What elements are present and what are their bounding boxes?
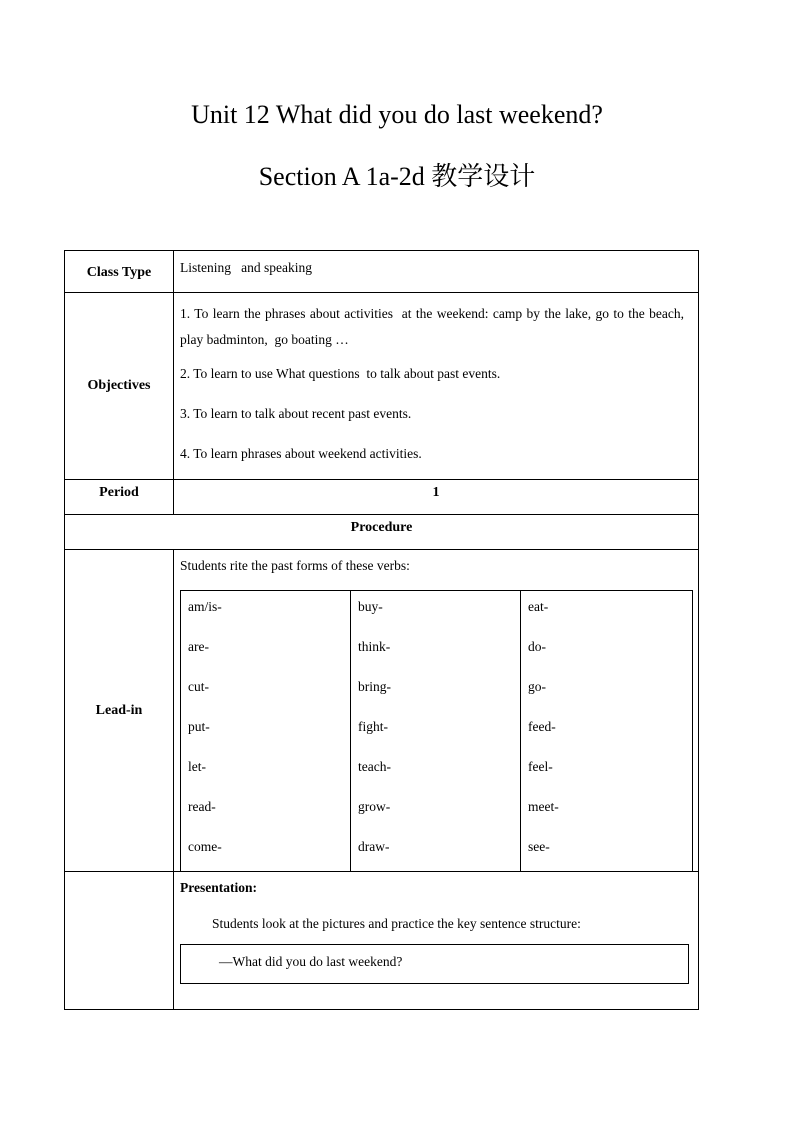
verb-item: see-	[528, 839, 550, 854]
lead-in-row	[65, 550, 699, 872]
presentation-row	[65, 872, 699, 1010]
verb-item: fight-	[358, 719, 388, 734]
verbs-table	[180, 590, 693, 871]
procedure-row	[65, 515, 699, 550]
verb-item: think-	[358, 639, 391, 654]
verb-item: put-	[188, 719, 210, 734]
period-value: 1	[174, 480, 699, 515]
verb-item: am/is-	[188, 599, 222, 614]
procedure-heading: Procedure	[65, 515, 699, 550]
verb-item: eat-	[528, 599, 549, 614]
objectives-list	[174, 293, 699, 480]
objective-item: 4. To learn phrases about weekend activities.	[180, 446, 422, 461]
presentation-instruction: Students look at the pictures and practice the key sentence structure:	[212, 916, 581, 931]
lead-in-label: Lead-in	[65, 550, 174, 872]
period-label: Period	[65, 480, 174, 515]
example-sentence-box	[180, 944, 689, 984]
verbs-column-3	[521, 591, 693, 872]
objective-item: 3. To learn to talk about recent past events.	[180, 406, 412, 421]
objective-item: 2. To learn to use What questions to talk about past events.	[180, 366, 501, 381]
verbs-column-1	[181, 591, 351, 872]
presentation-heading: Presentation:	[180, 880, 257, 895]
lesson-plan-table	[64, 250, 699, 1010]
class-type-label: Class Type	[65, 251, 174, 293]
class-type-row	[65, 251, 699, 293]
verb-item: go-	[528, 679, 546, 694]
verb-item: grow-	[358, 799, 391, 814]
objective-item: 1. To learn the phrases about activities at the weekend: camp by the lake, go to the beach, play badminton, go boating …	[180, 306, 688, 347]
presentation-content	[174, 872, 699, 1010]
verb-item: feel-	[528, 759, 553, 774]
verb-item: feed-	[528, 719, 556, 734]
lead-in-instruction: Students rite the past forms of these verbs:	[180, 558, 410, 573]
verb-item: read-	[188, 799, 216, 814]
presentation-label-empty	[65, 872, 174, 1010]
verb-item: teach-	[358, 759, 391, 774]
verb-item: cut-	[188, 679, 209, 694]
class-type-value: Listening and speaking	[174, 251, 699, 293]
verb-item: meet-	[528, 799, 559, 814]
verbs-column-2	[351, 591, 521, 872]
verb-item: draw-	[358, 839, 390, 854]
verb-item: bring-	[358, 679, 391, 694]
period-row	[65, 480, 699, 515]
objectives-row	[65, 293, 699, 480]
page-subtitle: Section A 1a-2d 教学设计	[258, 162, 536, 191]
page-title: Unit 12 What did you do last weekend?	[191, 100, 603, 129]
verb-item: buy-	[358, 599, 383, 614]
verb-item: do-	[528, 639, 546, 654]
lead-in-content	[174, 550, 699, 872]
verb-item: come-	[188, 839, 222, 854]
verb-item: are-	[188, 639, 209, 654]
example-sentence: —What did you do last weekend?	[219, 954, 403, 969]
verb-item: let-	[188, 759, 206, 774]
objectives-label: Objectives	[65, 293, 174, 480]
